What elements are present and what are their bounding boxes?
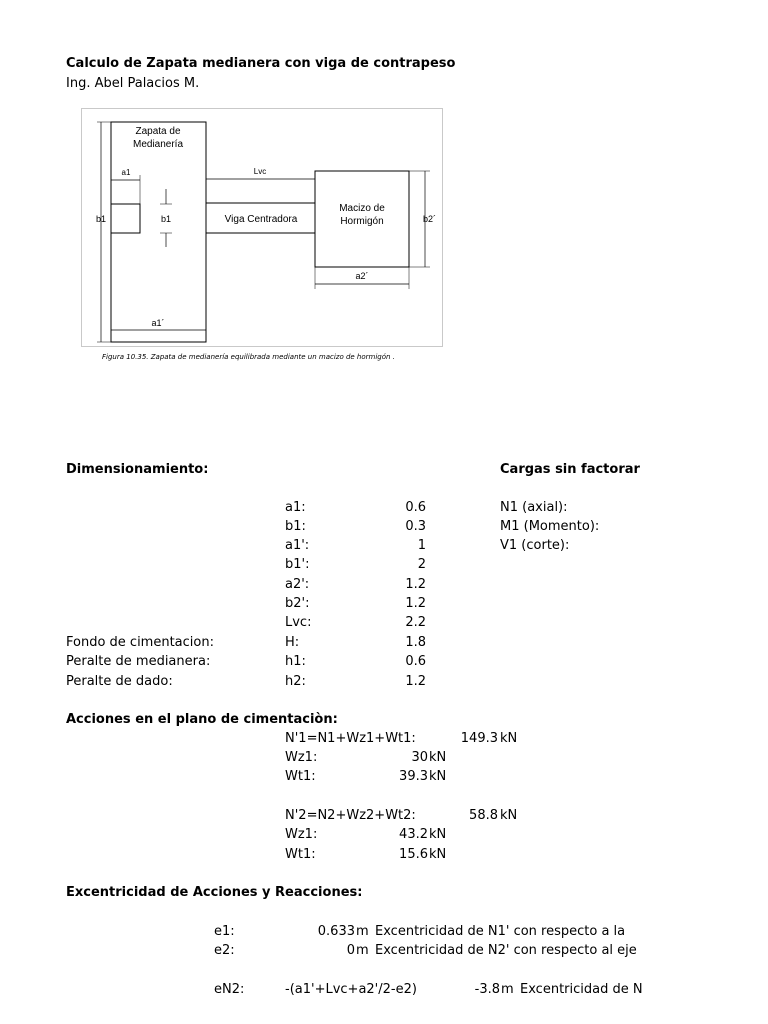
e2-label: e2: bbox=[214, 943, 235, 958]
dim-value: 0.3 bbox=[405, 519, 426, 534]
macizo-label-2: Hormigón bbox=[340, 216, 384, 227]
acciones-heading: Acciones en el plano de cimentaciòn: bbox=[66, 712, 338, 727]
label-b1-inner: b1 bbox=[160, 214, 172, 224]
dim-value: 0.6 bbox=[405, 500, 426, 515]
dim-value: 2.2 bbox=[405, 615, 426, 630]
dim-desc: Peralte de medianera: bbox=[66, 654, 211, 669]
en2-formula: -(a1'+Lvc+a2'/2-e2) bbox=[285, 982, 417, 997]
label-a1: a1 bbox=[121, 168, 131, 177]
carga-item: M1 (Momento): bbox=[500, 519, 600, 534]
e1-description: Excentricidad de N1' con respecto a la bbox=[375, 924, 626, 939]
dim-label: b2': bbox=[285, 596, 310, 611]
label-a1p: a1´ bbox=[151, 318, 165, 328]
e1-value: 0.633 bbox=[317, 924, 355, 939]
wt1-unit: kN bbox=[429, 769, 447, 784]
label-b1-left: b1 bbox=[95, 214, 107, 224]
zapata-diagram bbox=[81, 108, 443, 347]
author: Ing. Abel Palacios M. bbox=[66, 76, 200, 91]
n1-equation: N'1=N1+Wz1+Wt1: bbox=[285, 731, 416, 746]
wz1-value: 30 bbox=[411, 750, 428, 765]
en2-unit: m bbox=[501, 982, 514, 997]
dim-label: h2: bbox=[285, 674, 306, 689]
wz2-unit: kN bbox=[429, 827, 447, 842]
n1-value: 149.3 bbox=[460, 731, 498, 746]
n2-value: 58.8 bbox=[469, 808, 498, 823]
e2-unit: m bbox=[356, 943, 369, 958]
dim-value: 1.8 bbox=[405, 635, 426, 650]
e1-label: e1: bbox=[214, 924, 235, 939]
n1-unit: kN bbox=[500, 731, 518, 746]
wz1-unit: kN bbox=[429, 750, 447, 765]
dim-value: 0.6 bbox=[405, 654, 426, 669]
page-title: Calculo de Zapata medianera con viga de contrapeso bbox=[66, 56, 456, 71]
e1-unit: m bbox=[356, 924, 369, 939]
zapata-label-2: Medianería bbox=[132, 139, 184, 150]
wt2-value: 15.6 bbox=[399, 847, 428, 862]
dim-value: 1.2 bbox=[405, 596, 426, 611]
carga-item: N1 (axial): bbox=[500, 500, 568, 515]
wz1-label: Wz1: bbox=[285, 750, 318, 765]
wz2-value: 43.2 bbox=[399, 827, 428, 842]
zapata-rect bbox=[111, 122, 206, 342]
dimensionamiento-heading: Dimensionamiento: bbox=[66, 462, 209, 477]
dim-label: Lvc: bbox=[285, 615, 312, 630]
carga-item: V1 (corte): bbox=[500, 538, 570, 553]
dim-desc: Fondo de cimentacion: bbox=[66, 635, 214, 650]
n2-equation: N'2=N2+Wz2+Wt2: bbox=[285, 808, 416, 823]
wt1-value: 39.3 bbox=[399, 769, 428, 784]
dim-value: 1 bbox=[417, 538, 426, 553]
dim-label: a1: bbox=[285, 500, 306, 515]
column-rect bbox=[111, 204, 140, 233]
dim-label: b1': bbox=[285, 557, 310, 572]
diagram-svg bbox=[82, 109, 442, 346]
e2-value: 0 bbox=[346, 943, 355, 958]
label-b2p: b2´ bbox=[423, 214, 437, 224]
en2-value: -3.8 bbox=[474, 982, 500, 997]
wt2-unit: kN bbox=[429, 847, 447, 862]
dim-label: a2': bbox=[285, 577, 310, 592]
dim-value: 2 bbox=[417, 557, 426, 572]
dim-value: 1.2 bbox=[405, 674, 426, 689]
excentricidad-heading: Excentricidad de Acciones y Reacciones: bbox=[66, 885, 363, 900]
label-viga: Viga Centradora bbox=[224, 214, 298, 225]
n2-unit: kN bbox=[500, 808, 518, 823]
wt2-label: Wt1: bbox=[285, 847, 316, 862]
e2-description: Excentricidad de N2' con respecto al eje bbox=[375, 943, 637, 958]
figure-caption: Figura 10.35. Zapata de medianería equilibrada mediante un macizo de hormigón . bbox=[102, 353, 395, 361]
wt1-label: Wt1: bbox=[285, 769, 316, 784]
dim-label: b1: bbox=[285, 519, 306, 534]
dim-desc: Peralte de dado: bbox=[66, 674, 173, 689]
label-a2p: a2´ bbox=[355, 271, 369, 281]
dim-label: h1: bbox=[285, 654, 306, 669]
cargas-heading: Cargas sin factorar bbox=[500, 462, 640, 477]
en2-description: Excentricidad de N bbox=[520, 982, 643, 997]
zapata-label-1: Zapata de bbox=[135, 126, 181, 137]
dim-label: H: bbox=[285, 635, 300, 650]
wz2-label: Wz1: bbox=[285, 827, 318, 842]
en2-label: eN2: bbox=[214, 982, 245, 997]
macizo-label-1: Macizo de bbox=[339, 203, 385, 214]
label-lvc: Lvc bbox=[253, 167, 267, 176]
dim-value: 1.2 bbox=[405, 577, 426, 592]
dim-label: a1': bbox=[285, 538, 310, 553]
